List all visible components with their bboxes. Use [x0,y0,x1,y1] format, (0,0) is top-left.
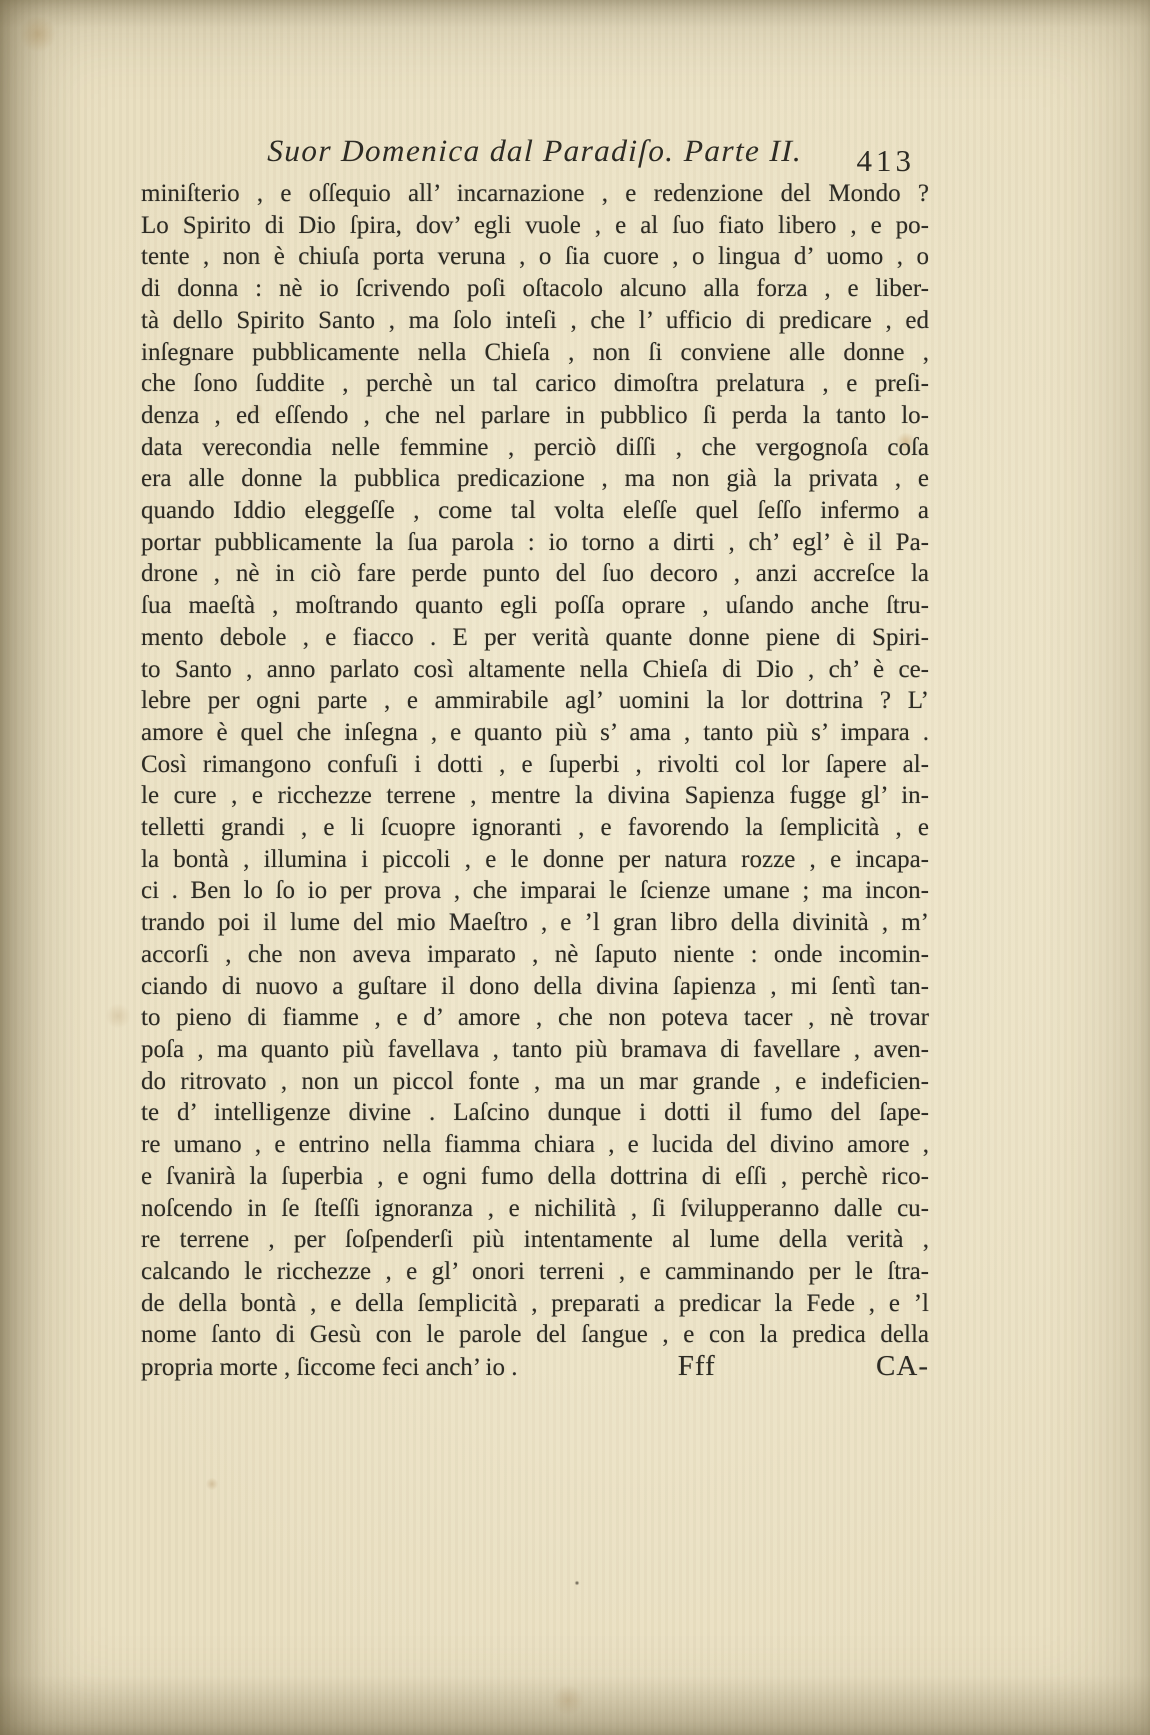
page-header [141,133,929,179]
text-line: e ſvanirà la ſuperbia , e ogni fumo della dottrina di eſſi , perchè rico- [141,1162,929,1190]
text-line: Lo Spirito di Dio ſpira, dov’ egli vuole , e al ſuo fiato libero , e po- [141,211,929,239]
text-line: te d’ intelligenze divine . Laſcino dunque i dotti il fumo del ſape- [141,1099,929,1127]
text-line: do ritrovato , non un piccol fonte , ma un mar grande , e indeficien- [141,1067,929,1095]
text-line: portar pubblicamente la ſua parola : io torno a dirti , ch’ egl’ è il Pa- [141,528,929,556]
text-line: trando poi il lume del mio Maeſtro , e ’l gran libro della divinità , m’ [141,909,929,937]
text-line: noſcendo in ſe ſteſſi ignoranza , e nichilità , ſi ſvilupperanno dalle cu- [141,1194,929,1222]
text-line: nome ſanto di Gesù con le parole del ſangue , e con la predica della [141,1321,929,1349]
text-line: mento debole , e fiacco . E per verità quante donne piene di Spiri- [141,623,929,651]
catchword: CA- [876,1350,929,1383]
text-line: ci . Ben lo ſo io per prova , che imparai le ſcienze umane ; ma incon- [141,877,929,905]
text-line: poſa , ma quanto più favellava , tanto più bramava di favellare , aven- [141,1035,929,1063]
text-line: lebre per ogni parte , e ammirabile agl’ uomini la lor dottrina ? L’ [141,687,929,715]
text-line: tà dello Spirito Santo , ma ſolo inteſi , che l’ ufficio di predicare , ed [141,306,929,334]
running-title: Suor Domenica dal Paradiſo. Parte II. [266,133,804,168]
text-line: le cure , e ricchezze terrene , mentre la divina Sapienza fugge gl’ in- [141,782,929,810]
text-line: amore è quel che inſegna , e quanto più s’ ama , tanto più s’ impara . [141,718,929,746]
text-line: accorſi , che non aveva imparato , nè ſaputo niente : onde incomin- [141,940,929,968]
text-line: tente , non è chiuſa porta veruna , o ſia cuore , o lingua d’ uomo , o [141,243,929,271]
text-line: miniſterio , e oſſequio all’ incarnazione , e redenzione del Mondo ? [141,180,929,207]
text-line: di donna : nè io ſcrivendo poſi oſtacolo alcuno alla forza , e liber- [141,275,929,303]
text-line: la bontà , illumina i piccoli , e le donne per natura rozze , e incapa- [141,845,929,873]
text-line: Così rimangono confuſi i dotti , e ſuperbi , rivolti col lor ſapere al- [141,750,929,778]
last-line-text: propria morte , ſiccome feci anch’ io . [141,1354,518,1382]
text-line: denza , ed eſſendo , che nel parlare in pubblico ſi perda la tanto lo- [141,401,929,429]
text-line: re umano , e entrino nella fiamma chiara , e lucida del divino amore , [141,1131,929,1159]
page-number: 413 [856,143,915,178]
text-line: quando Iddio eleggeſſe , come tal volta eleſſe quel ſeſſo infermo a [141,497,929,525]
text-line: calcando le ricchezze , e gl’ onori terreni , e camminando per le ſtra- [141,1257,929,1285]
text-line: ſua maeſtà , moſtrando quanto egli poſſa oprare , uſando anche ſtru- [141,592,929,620]
text-line: re terrene , per ſoſpenderſi più intentamente al lume della verità , [141,1226,929,1254]
text-line: data verecondia nelle femmine , perciò diſſi , che vergognoſa coſa [141,433,929,461]
text-line: to Santo , anno parlato così altamente nella Chieſa di Dio , ch’ è ce- [141,655,929,683]
text-line: che ſono ſuddite , perchè un tal carico dimoſtra prelatura , e preſi- [141,370,929,398]
text-line: telletti grandi , e li ſcuopre ignoranti , e favorendo la ſemplicità , e [141,814,929,842]
text-block [141,178,929,1384]
body-lines [141,178,929,1351]
text-line: era alle donne la pubblica predicazione , ma non già la privata , e [141,465,929,493]
text-line: drone , nè in ciò fare perde punto del ſuo decoro , anzi accreſce la [141,560,929,588]
text-line: to pieno di fiamme , e d’ amore , che non poteva tacer , nè trovar [141,1004,929,1032]
text-line: de della bontà , e della ſemplicità , preparati a predicar la Fede , e ’l [141,1289,929,1317]
text-line: inſegnare pubblicamente nella Chieſa , non ſi conviene alle donne , [141,338,929,366]
last-text-line [141,1351,929,1384]
text-line: ciando di nuovo a guſtare il dono della divina ſapienza , mi ſentì tan- [141,972,929,1000]
signature-mark: Fff [677,1350,716,1383]
